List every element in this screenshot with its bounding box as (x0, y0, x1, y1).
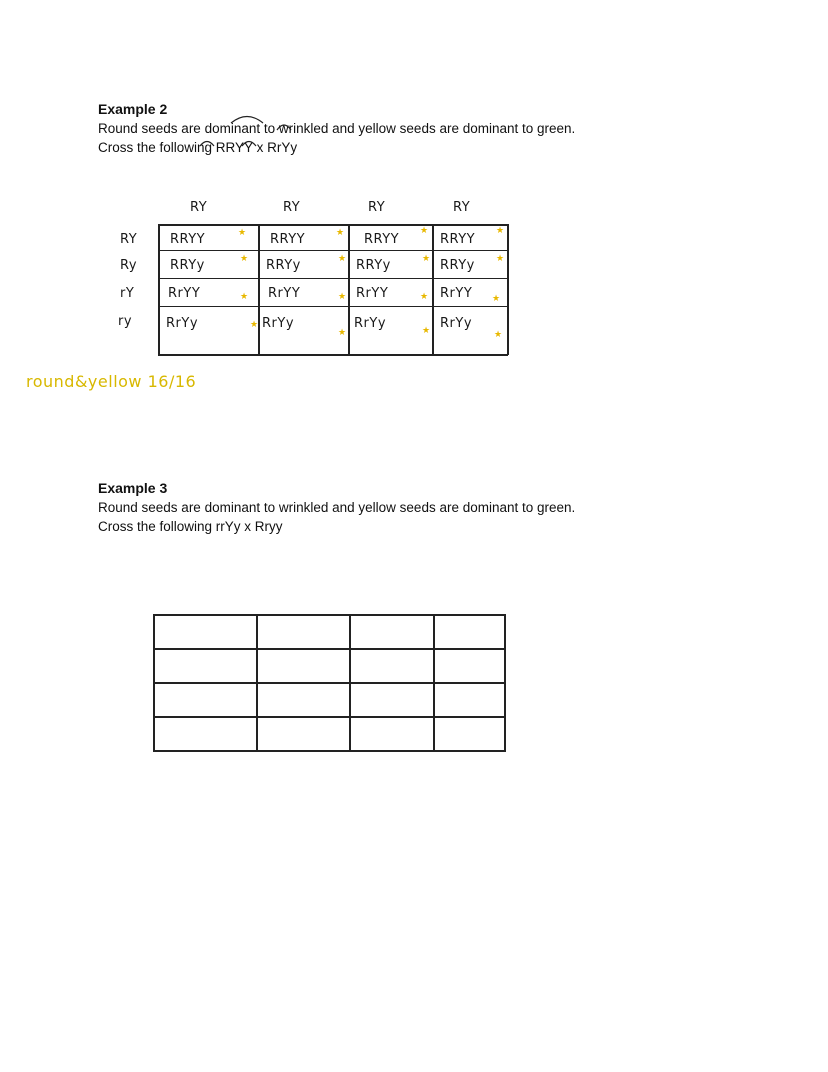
example-2-cross: Cross the following RRYY x RrYy (98, 140, 298, 155)
punnett-cell: RRYy (440, 258, 475, 273)
grid-cell[interactable] (154, 717, 257, 751)
handwritten-arc-mark (239, 136, 259, 148)
col-header: RY (190, 200, 208, 215)
grid-cell[interactable] (154, 615, 257, 649)
example-3-cross: Cross the following rrYy x Rryy (98, 519, 283, 534)
grid-cell[interactable] (350, 649, 434, 683)
punnett-cell: RRYY (440, 232, 476, 247)
punnett-cell: RrYy (166, 316, 199, 331)
punnett-cell: RRYy (356, 258, 391, 273)
grid-cell[interactable] (257, 683, 350, 717)
handwritten-arc-mark (227, 112, 267, 126)
yellow-star-mark-icon: ★ (492, 293, 501, 303)
punnett-cell: RrYY (168, 286, 201, 301)
col-header: RY (453, 200, 471, 215)
example-3-description: Round seeds are dominant to wrinkled and yellow seeds are dominant to green. (98, 500, 576, 515)
row-header: Ry (120, 258, 138, 273)
yellow-star-mark-icon: ★ (494, 329, 503, 339)
yellow-star-mark-icon: ★ (338, 291, 347, 301)
handwritten-arc-mark (197, 136, 217, 148)
empty-punnett-grid (153, 614, 506, 752)
row-header: ry (118, 314, 133, 329)
example-3-title: Example 3 (98, 480, 168, 496)
grid-cell[interactable] (257, 717, 350, 751)
yellow-star-mark-icon: ★ (238, 227, 247, 237)
punnett-cell: RrYY (440, 286, 473, 301)
yellow-star-mark-icon: ★ (422, 325, 431, 335)
yellow-star-mark-icon: ★ (250, 319, 259, 329)
handwritten-arc-mark (274, 119, 294, 133)
yellow-star-mark-icon: ★ (496, 225, 505, 235)
example-2-description: Round seeds are dominant to wrinkled and yellow seeds are dominant to green. (98, 121, 576, 136)
grid-cell[interactable] (434, 683, 505, 717)
grid-cell[interactable] (434, 717, 505, 751)
grid-cell[interactable] (434, 615, 505, 649)
punnett-cell: RRYY (170, 232, 206, 247)
row-header: RY (120, 232, 138, 247)
punnett-cell: RrYy (440, 316, 473, 331)
punnett-cell: RRYy (266, 258, 301, 273)
punnett-cell: RRYY (270, 232, 306, 247)
punnett-cell: RrYY (268, 286, 301, 301)
handwritten-summary: round&yellow 16/16 (26, 372, 197, 391)
grid-cell[interactable] (154, 683, 257, 717)
yellow-star-mark-icon: ★ (336, 227, 345, 237)
col-header: RY (283, 200, 301, 215)
grid-cell[interactable] (350, 683, 434, 717)
yellow-star-mark-icon: ★ (240, 253, 249, 263)
punnett-cell: RrYY (356, 286, 389, 301)
example-2-title: Example 2 (98, 101, 168, 117)
yellow-star-mark-icon: ★ (240, 291, 249, 301)
grid-cell[interactable] (350, 615, 434, 649)
grid-cell[interactable] (154, 649, 257, 683)
punnett-cell: RRYY (364, 232, 400, 247)
grid-cell[interactable] (257, 615, 350, 649)
grid-cell[interactable] (350, 717, 434, 751)
yellow-star-mark-icon: ★ (420, 225, 429, 235)
example-2-section (98, 100, 738, 157)
col-header: RY (368, 200, 386, 215)
row-header: rY (120, 286, 135, 301)
yellow-star-mark-icon: ★ (338, 253, 347, 263)
yellow-star-mark-icon: ★ (496, 253, 505, 263)
punnett-cell: RrYy (354, 316, 387, 331)
yellow-star-mark-icon: ★ (422, 253, 431, 263)
punnett-cell: RRYy (170, 258, 205, 273)
yellow-star-mark-icon: ★ (338, 327, 347, 337)
yellow-star-mark-icon: ★ (420, 291, 429, 301)
example-3-section (98, 479, 738, 536)
grid-cell[interactable] (257, 649, 350, 683)
punnett-cell: RrYy (262, 316, 295, 331)
grid-cell[interactable] (434, 649, 505, 683)
